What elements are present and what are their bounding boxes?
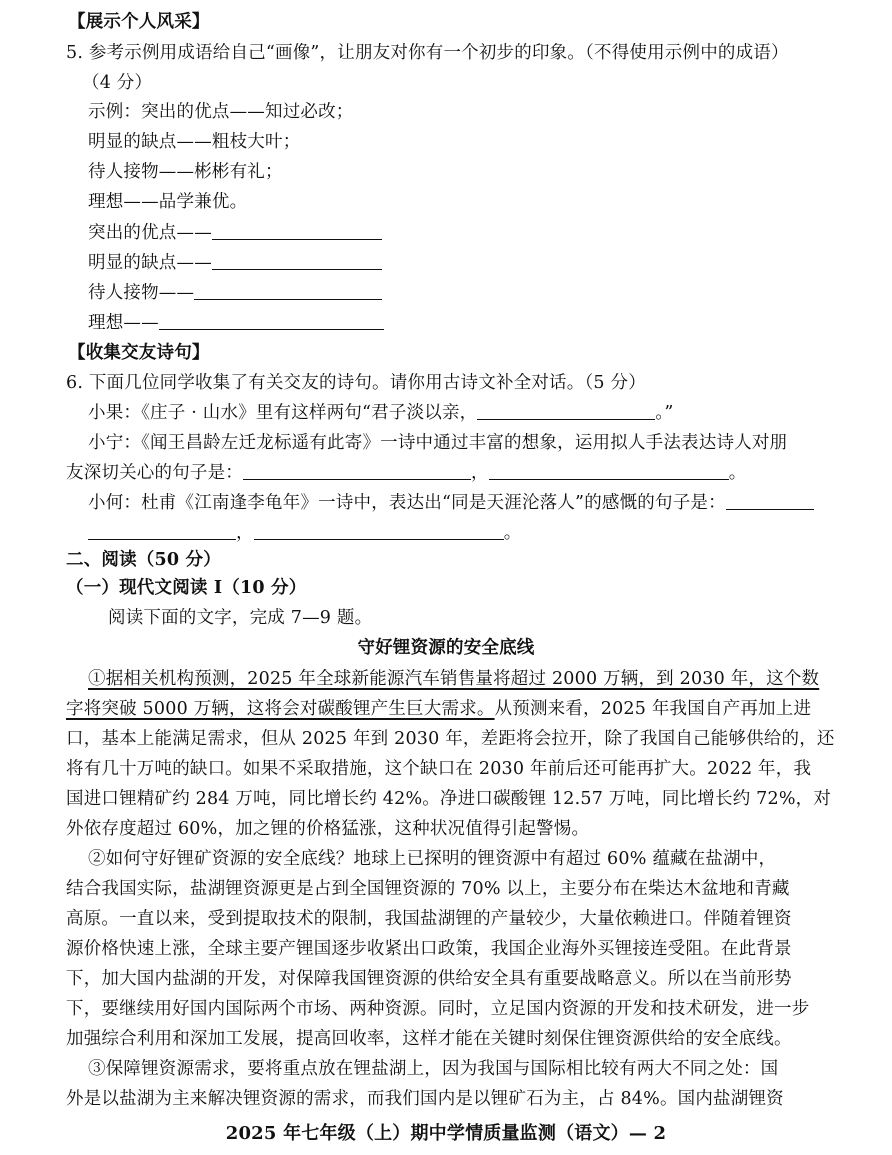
q6-xiaohe-text: 小何：杜甫《江南逢李龟年》一诗中，表达出“同是天涯沦落人”的感慨的句子是： <box>88 493 726 513</box>
q6-xiaohe-line2 <box>88 521 521 545</box>
article-line: 加强综合利用和深加工发展，提高回收率，这样才能在关键时刻保住锂资源供给的安全底线。 <box>66 1029 792 1049</box>
q5-answer-row <box>88 311 384 335</box>
article-text: 从预测来看，2025 年我国自产再加上进 <box>494 699 812 719</box>
article-line: 源价格快速上涨，全球主要产锂国逐步收紧出口政策，我国企业海外买锂接连受阻。在此背景 <box>66 939 792 959</box>
answer-blank[interactable] <box>212 251 382 270</box>
q5-example-line: 明显的缺点——粗枝大叶； <box>88 132 301 152</box>
answer-blank[interactable] <box>254 521 504 540</box>
article-line: ③保障锂资源需求，要将重点放在锂盐湖上，因为我国与国际相比较有两大不同之处：国 <box>88 1059 779 1079</box>
q5-example-line: 示例：突出的优点——知过必改； <box>88 102 354 122</box>
article-line <box>88 667 819 691</box>
answer-blank[interactable] <box>88 521 236 540</box>
article-line: ②如何守好锂矿资源的安全底线？地球上已探明的锂资源中有超过 60% 蕴藏在盐湖中， <box>88 849 777 869</box>
q5-stem: 5. 参考示例用成语给自己“画像”，让朋友对你有一个初步的印象。（不得使用示例中的成语） <box>66 43 789 63</box>
q5-example-line: 理想——品学兼优。 <box>88 192 248 212</box>
article-line: 下，要继续用好国内国际两个市场、两种资源。同时，立足国内资源的开发和技术研发，进一步 <box>66 999 810 1019</box>
answer-blank[interactable] <box>243 461 471 480</box>
comma: ， <box>236 523 254 543</box>
article-title: 守好锂资源的安全底线 <box>357 638 535 658</box>
answer-blank[interactable] <box>477 401 655 420</box>
answer-blank[interactable] <box>726 491 814 510</box>
q6-xiaohe-line1 <box>88 491 814 515</box>
q5-prompt: 明显的缺点—— <box>88 253 212 273</box>
comma: ， <box>471 463 489 483</box>
q6-xiaoning-text: 友深切关心的句子是： <box>66 463 243 483</box>
q6-xiaoguo-end: 。” <box>655 403 674 423</box>
page-footer: 2025 年七年级（上）期中学情质量监测（语文）— 2 <box>225 1123 667 1144</box>
underlined-text: 字将突破 5000 万辆，这将会对碳酸锂产生巨大需求。 <box>66 699 495 719</box>
answer-blank[interactable] <box>489 461 729 480</box>
article-line: 国进口锂精矿约 284 万吨，同比增长约 42%。净进口碳酸锂 12.57 万吨，同比增长约 72%，对 <box>66 789 832 809</box>
q6-stem: 6. 下面几位同学收集了有关交友的诗句。请你用古诗文补全对话。（5 分） <box>66 373 646 393</box>
q5-answer-row <box>88 251 382 275</box>
q6-xiaoning-line2 <box>66 461 746 485</box>
part2-subheading: （一）现代文阅读 Ⅰ（10 分） <box>66 578 307 598</box>
q5-prompt: 突出的优点—— <box>88 223 212 243</box>
q5-score: （4 分） <box>82 73 153 93</box>
answer-blank[interactable] <box>159 311 384 330</box>
q5-prompt: 理想—— <box>88 313 159 333</box>
q5-answer-row <box>88 221 382 245</box>
article-line: 外是以盐湖为主来解决锂资源的需求，而我们国内是以锂矿石为主，占 84%。国内盐湖锂资 <box>66 1089 784 1109</box>
article-line: 下，加大国内盐湖的开发，对保障我国锂资源的供给安全具有重要战略意义。所以在当前形势 <box>66 969 792 989</box>
part2-heading: 二、阅读（50 分） <box>66 550 221 570</box>
answer-blank[interactable] <box>212 221 382 240</box>
q5-example-line: 待人接物——彬彬有礼； <box>88 162 283 182</box>
q5-prompt: 待人接物—— <box>88 283 195 303</box>
q6-xiaoguo <box>88 401 674 425</box>
article-line <box>66 697 811 721</box>
section-heading-poems: 【收集交友诗句】 <box>68 343 210 363</box>
period: 。 <box>728 463 747 483</box>
q6-xiaoning-line1: 小宁：《闻王昌龄左迁龙标遥有此寄》一诗中通过丰富的想象，运用拟人手法表达诗人对朋 <box>88 433 788 453</box>
article-line: 结合我国实际，盐湖锂资源更是占到全国锂资源的 70% 以上，主要分布在柴达木盆地和青藏 <box>66 879 790 899</box>
section-heading-show: 【展示个人风采】 <box>68 12 210 32</box>
reading-instruction: 阅读下面的文字，完成 7—9 题。 <box>108 608 373 628</box>
underlined-text: ①据相关机构预测，2025 年全球新能源汽车销售量将超过 2000 万辆，到 2030 年，这个数 <box>88 669 820 689</box>
article-line: 将有几十万吨的缺口。如果不采取措施，这个缺口在 2030 年前后还可能再扩大。2022 年，我 <box>66 759 812 779</box>
answer-blank[interactable] <box>194 281 382 300</box>
q5-answer-row <box>88 281 382 305</box>
article-line: 外依存度超过 60%，加之锂的价格猛涨，这种状况值得引起警惕。 <box>66 819 590 839</box>
article-line: 高原。一直以来，受到提取技术的限制，我国盐湖锂的产量较少，大量依赖进口。伴随着锂资 <box>66 909 792 929</box>
period: 。 <box>503 523 522 543</box>
article-line: 口，基本上能满足需求，但从 2025 年到 2030 年，差距将会拉开，除了我国自己能够供给的，还 <box>66 729 835 749</box>
q6-xiaoguo-text: 小果：《庄子 · 山水》里有这样两句“君子淡以亲， <box>88 403 478 423</box>
